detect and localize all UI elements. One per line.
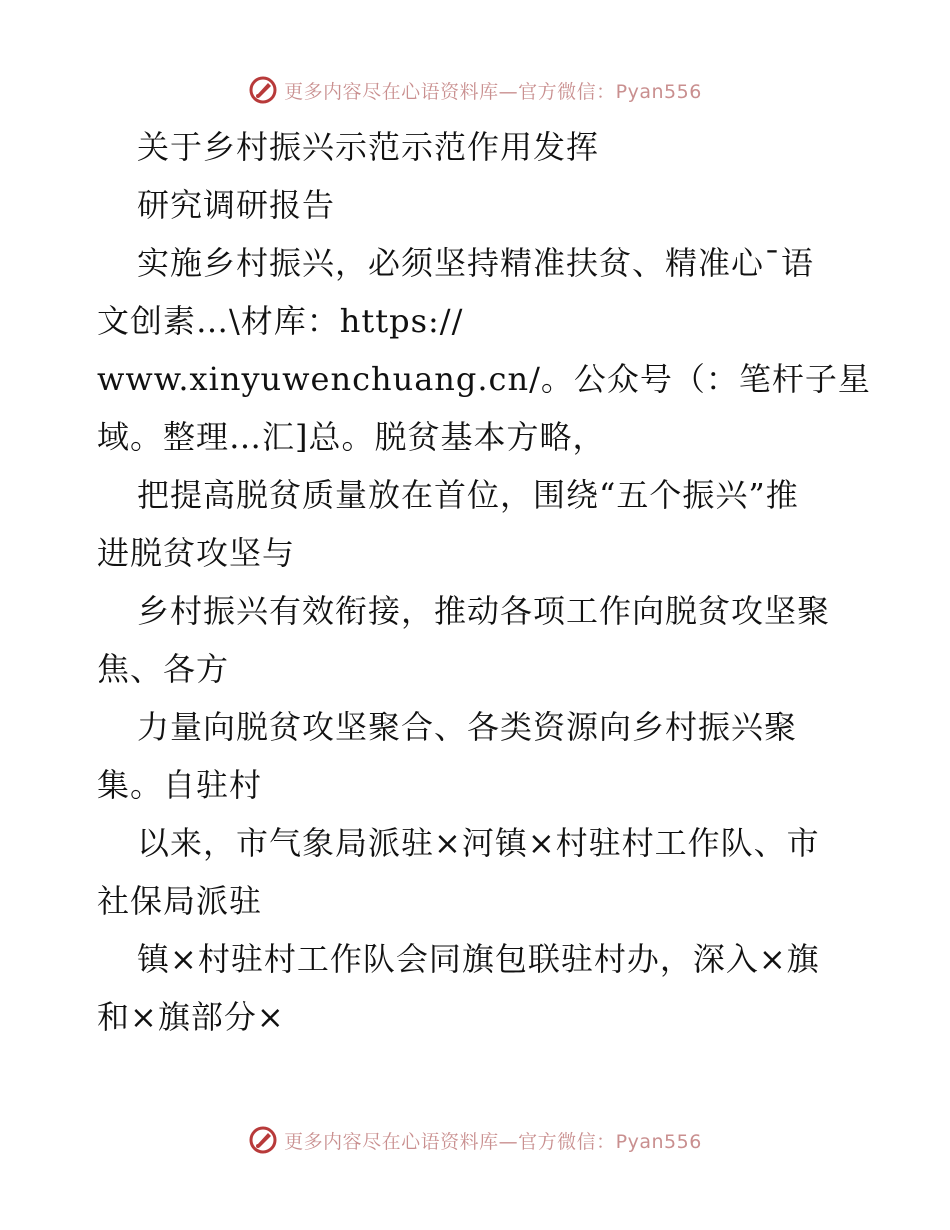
- doc-title-line-2: 研究调研报告: [137, 186, 336, 224]
- paragraph-line: 镇×村驻村工作队会同旗包联驻村办，深入×旗: [137, 940, 820, 978]
- paragraph-line: 进脱贫攻坚与: [97, 534, 296, 572]
- paragraph-line: www.xinyuwenchuang.cn/。公众号（：笔杆子星: [97, 360, 871, 398]
- paragraph-line: 乡村振兴有效衔接，推动各项工作向脱贫攻坚聚: [137, 592, 831, 630]
- brush-seal-icon: [248, 1125, 278, 1155]
- brush-seal-icon: [248, 75, 278, 105]
- paragraph-line: 和×旗部分×: [97, 998, 285, 1036]
- footer-banner-text: 更多内容尽在心语资料库—官方微信：Pyan556: [284, 1130, 702, 1153]
- header-banner: [0, 70, 950, 110]
- paragraph-line: 文创素…\材库：https://: [97, 302, 464, 340]
- paragraph-line: 实施乡村振兴，必须坚持精准扶贫、精准心¯语: [137, 244, 815, 282]
- paragraph-line: 社保局派驻: [97, 882, 263, 920]
- paragraph-line: 力量向脱贫攻坚聚合、各类资源向乡村振兴聚: [137, 708, 798, 746]
- footer-banner: [0, 1120, 950, 1160]
- document-body: [97, 118, 877, 1046]
- paragraph-line: 焦、各方: [97, 650, 230, 688]
- header-banner-text: 更多内容尽在心语资料库—官方微信：Pyan556: [284, 80, 702, 103]
- paragraph-line: 以来，市气象局派驻×河镇×村驻村工作队、市: [137, 824, 820, 862]
- paragraph-line: 集。自驻村: [97, 766, 263, 804]
- paragraph-line: 域。整理…汇]总。脱贫基本方略，: [97, 418, 606, 456]
- doc-title-line-1: 关于乡村振兴示范示范作用发挥: [137, 128, 600, 166]
- paragraph-line: 把提高脱贫质量放在首位，围绕“五个振兴”推: [137, 476, 799, 514]
